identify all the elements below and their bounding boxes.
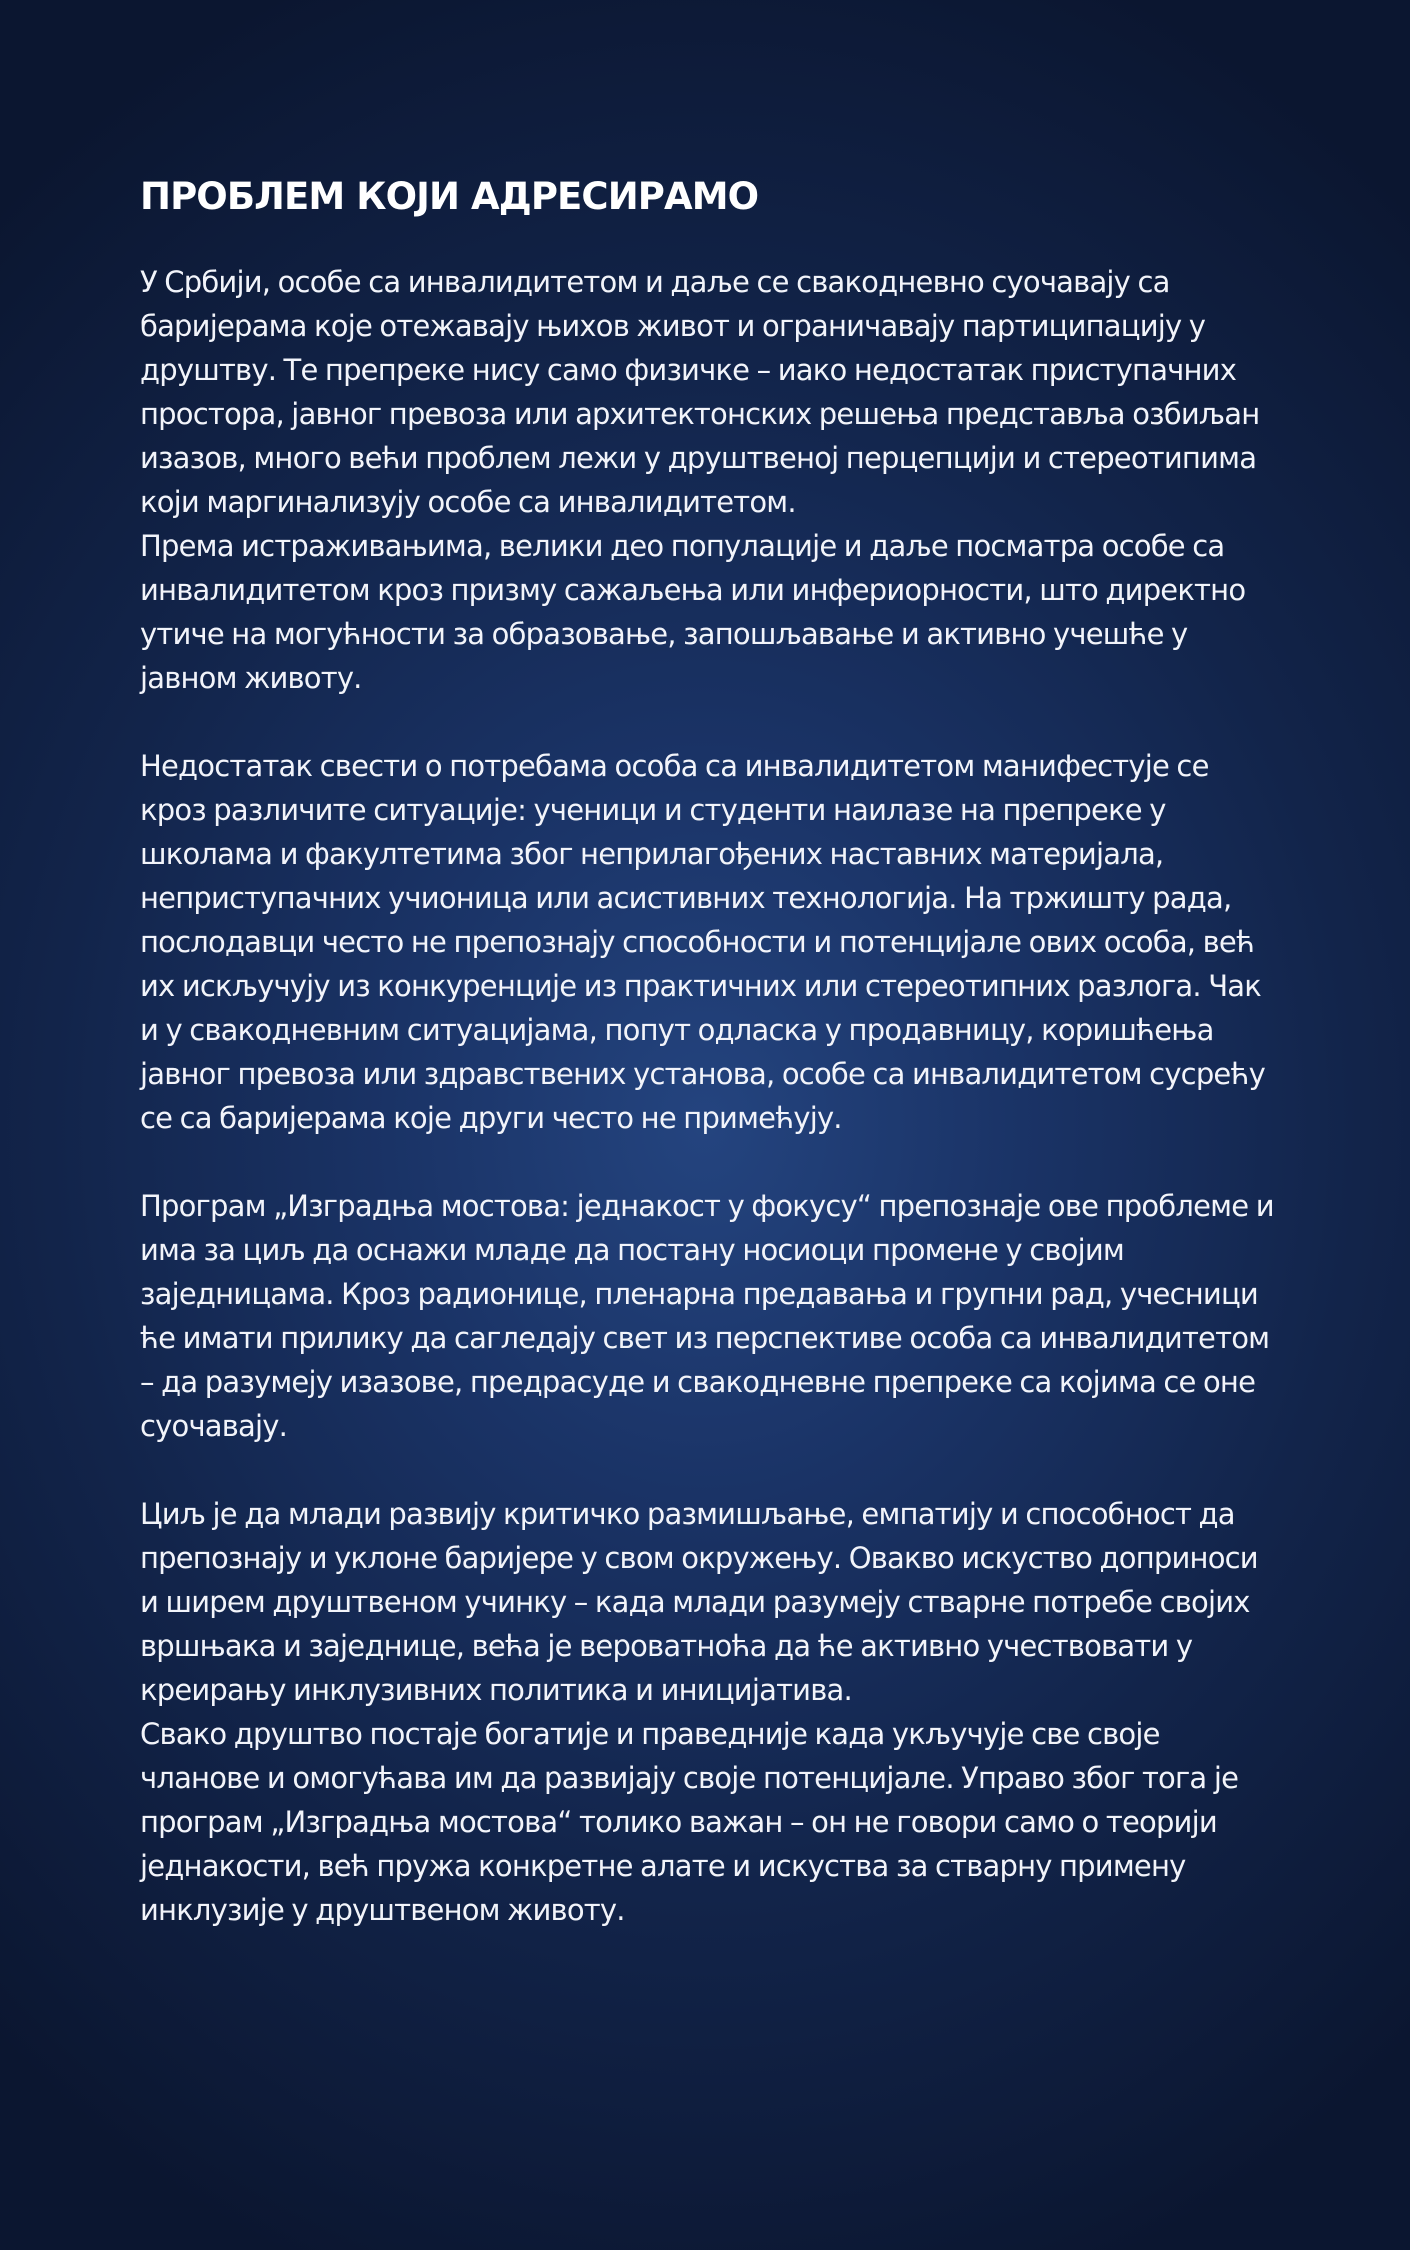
- paragraph-intro: У Србији, особе са инвалидитетом и даље се свакодневно суочавају са баријерама које отежавају њихов живот и ограничавају партиципацију у друштву. Те препреке нису само физичке – иако недостатак приступачних простора, јавног превоза или архитектонских решења представља озбиљан изазов, много већи проблем лежи у друштвеној перцепцији и стереотипима који маргинализују особе са инвалидитетом.: [140, 265, 1260, 519]
- content-block: [140, 168, 1280, 1932]
- paragraph-goal: Циљ је да млади развију критичко размишљање, емпатију и способност да препознају и уклоне баријере у свом окружењу. Овакво искуство доприноси и ширем друштвеном учинку – када млади разумеју стварне потребе својих вршњака и заједнице, већа је вероватноћа да ће активно учествовати у креирању инклузивних политика и иницијатива.: [140, 1497, 1258, 1707]
- paragraph-awareness: Недостатак свести о потребама особа са инвалидитетом манифестује се кроз различите ситуације: ученици и студенти наилазе на препреке у школама и факултетима због неприлагођених наставних материјала, неприступачних учионица или асистивних технологија. На тржишту рада, послодавци често не препознају способности и потенцијале ових особа, већ их искључују из конкуренције из практичних или стереотипних разлога. Чак и у свакодневним ситуацијама, попут одласка у продавницу, коришћења јавног превоза или здравствених установа, особе са инвалидитетом сусрећу се са баријерама које други често не примећују.: [140, 749, 1265, 1135]
- paragraph-conclusion: Свако друштво постаје богатије и праведније када укључује све своје чланове и омогућава им да развијају своје потенцијале. Управо због тога је програм „Изградња мостова“ толико важан – он не говори само о теорији једнакости, већ пружа конкретне алате и искуства за стварну примену инклузије у друштвеном животу.: [140, 1717, 1239, 1927]
- paragraph-program: Програм „Изградња мостова: једнакост у фокусу“ препознаје ове проблеме и има за циљ да оснажи младе да постану носиоци промене у својим заједницама. Кроз радионице, пленарна предавања и групни рад, учесници ће имати прилику да сагледају свет из перспективе особа са инвалидитетом – да разумеју изазове, предрасуде и свакодневне препреке са којима се оне суочавају.: [140, 1189, 1274, 1443]
- paragraph-research: Према истраживањима, велики део популације и даље посматра особе са инвалидитетом кроз призму сажаљења или инфериорности, што директно утиче на могућности за образовање, запошљавање и активно учешће у јавном животу.: [140, 529, 1246, 695]
- page-title: ПРОБЛЕМ КОЈИ АДРЕСИРАМО: [140, 175, 759, 218]
